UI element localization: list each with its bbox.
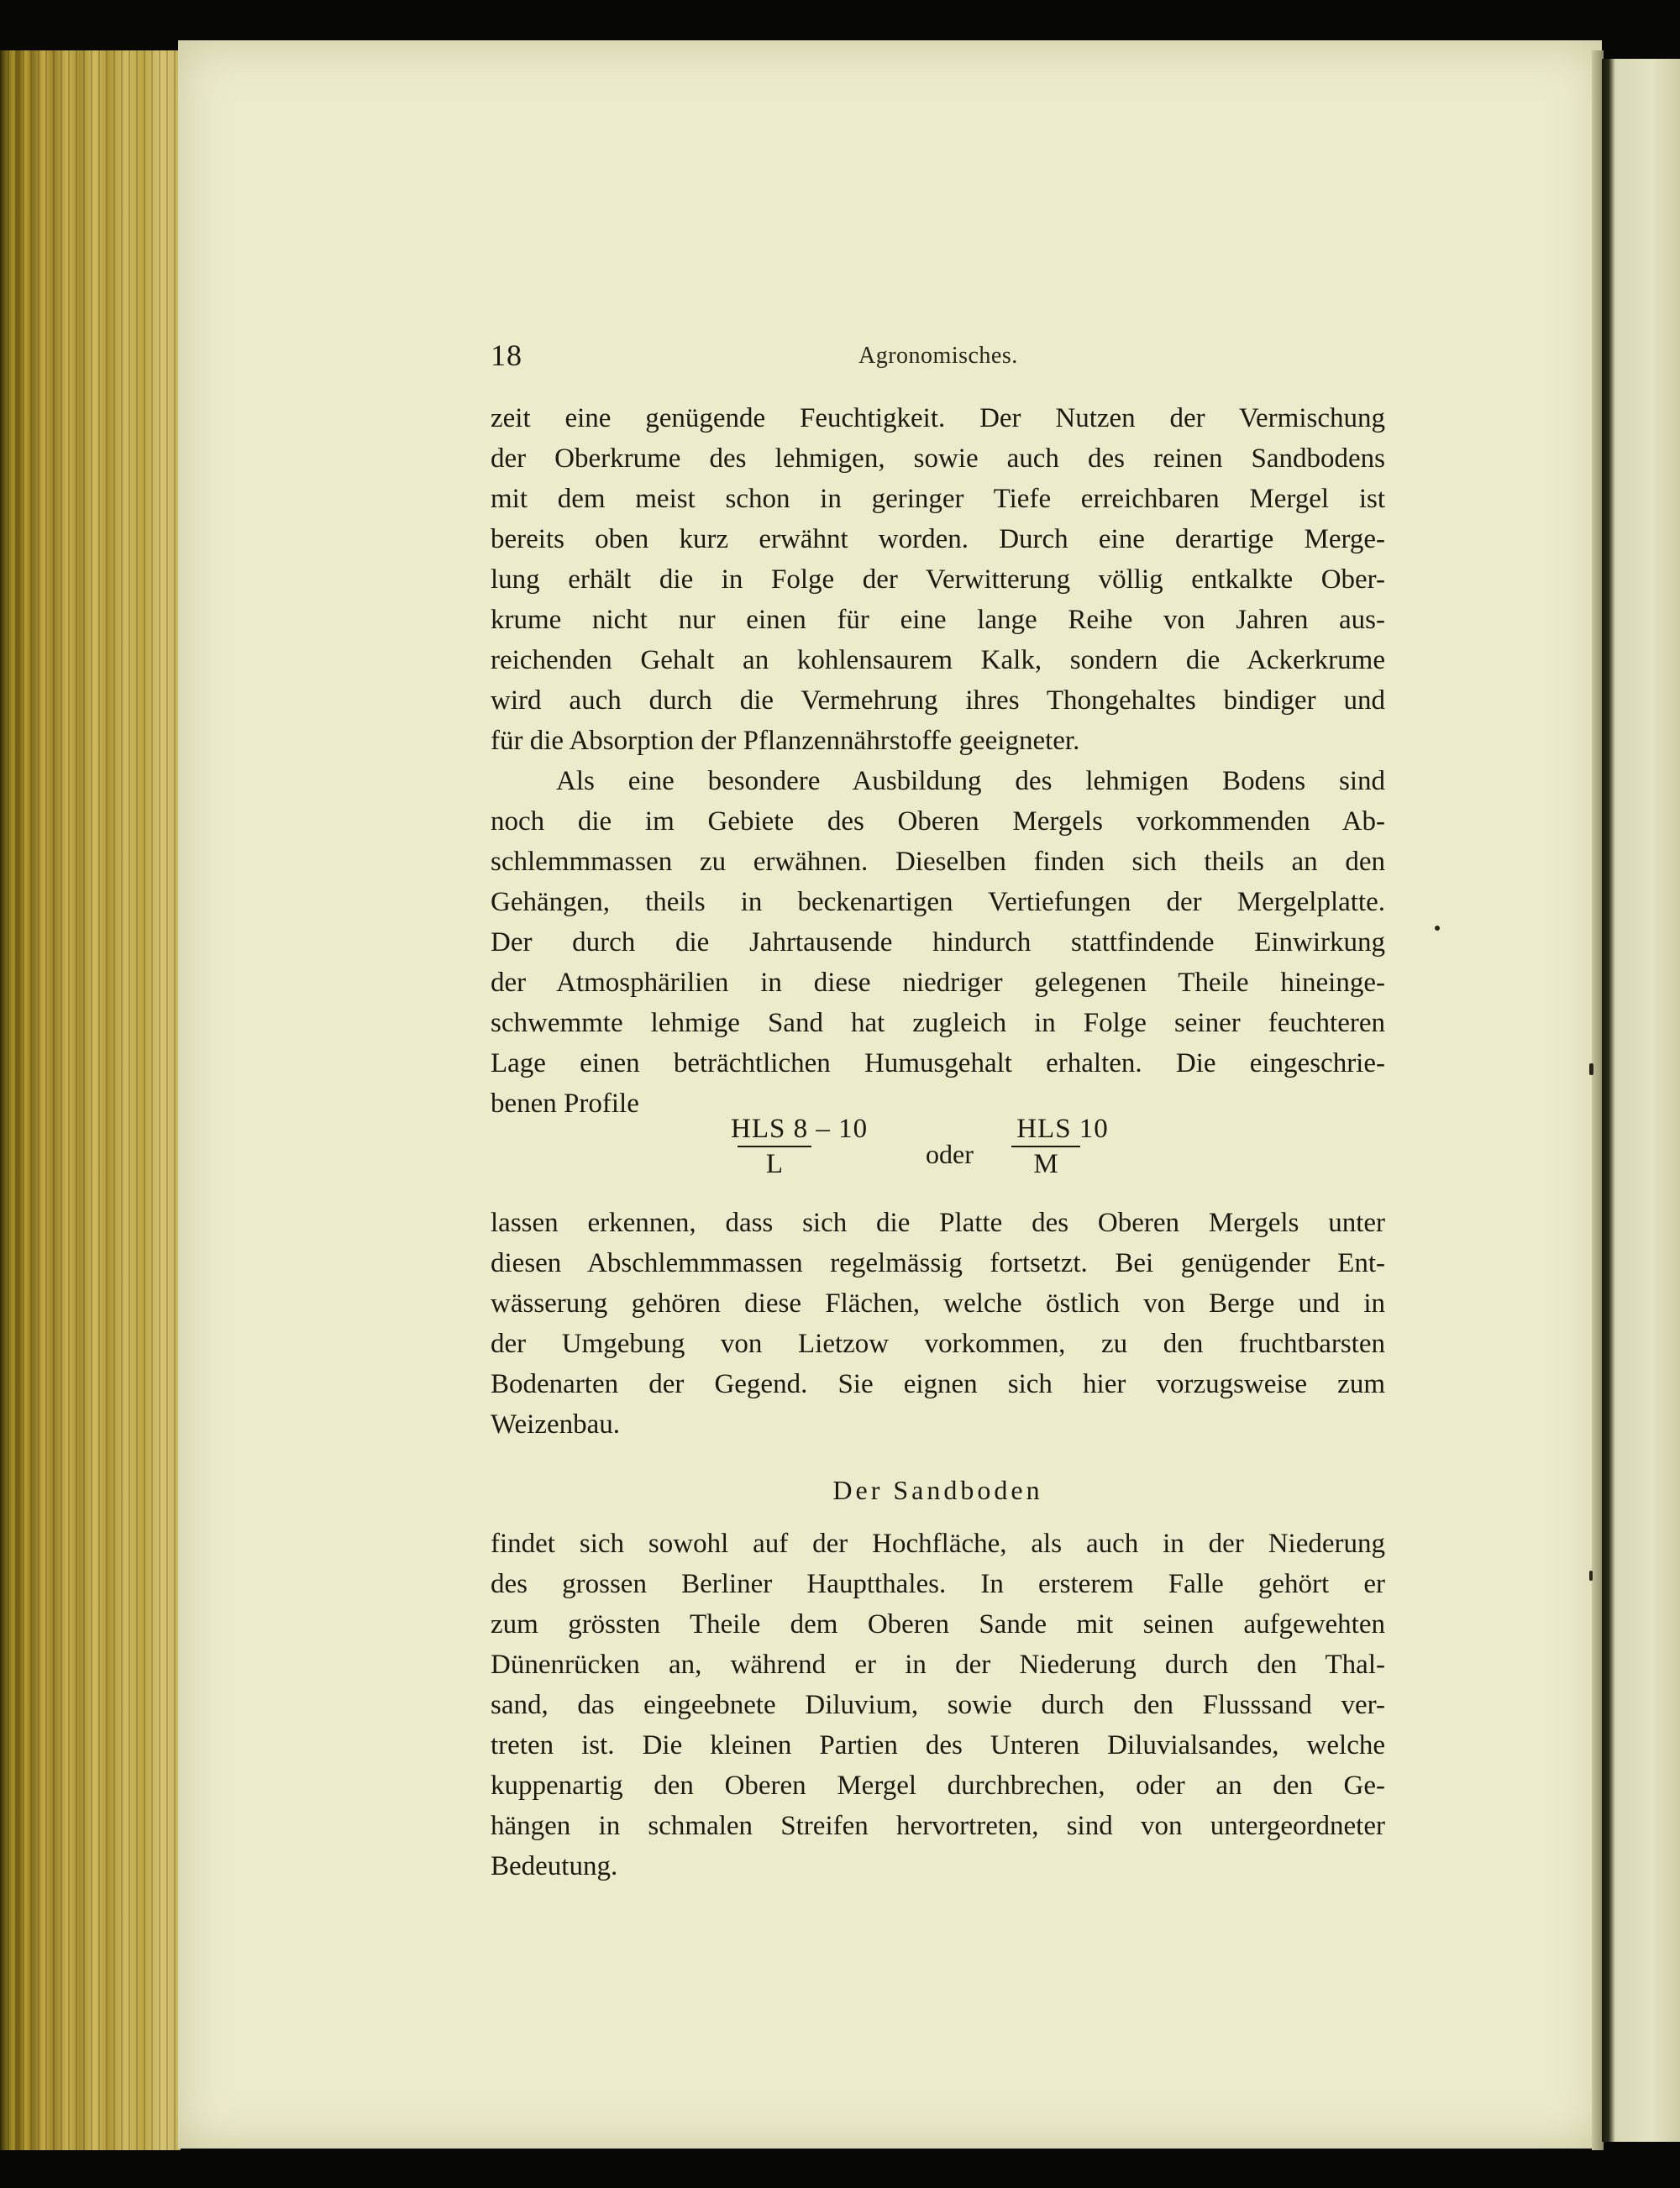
text-line: des grossen Berliner Hauptthales. In ersterem Falle gehört er: [491, 1569, 1385, 1599]
text-line: mit dem meist schon in geringer Tiefe erreichbaren Mergel ist: [491, 484, 1385, 514]
text-line: sand, das eingeebnete Diluvium, sowie durch den Flusssand ver-: [491, 1690, 1385, 1720]
text-line: treten ist. Die kleinen Partien des Unteren Diluvialsandes, welche: [491, 1730, 1385, 1760]
fraction-left: [731, 1114, 869, 1179]
profile-formula: [731, 1114, 1126, 1189]
text-line: lassen erkennen, dass sich die Platte des Oberen Mergels unter: [491, 1208, 1385, 1238]
formula-connector: oder: [926, 1139, 974, 1169]
text-line: Bedeutung.: [491, 1851, 618, 1881]
text-line: noch die im Gebiete des Oberen Mergels vorkommenden Ab-: [491, 806, 1385, 837]
margin-mark: [1589, 1063, 1593, 1075]
fraction-left-numerator: HLS 8 – 10: [731, 1114, 869, 1144]
text-line: reichenden Gehalt an kohlensaurem Kalk, sondern die Ackerkrume: [491, 645, 1385, 675]
page-header: [491, 338, 1037, 380]
text-line: findet sich sowohl auf der Hochfläche, als auch in der Niederung: [491, 1529, 1385, 1559]
running-title: Agronomisches.: [858, 343, 1018, 369]
text-line: der Oberkrume des lehmigen, sowie auch des reinen Sandbodens: [491, 443, 1385, 474]
text-line: schwemmte lehmige Sand hat zugleich in Folge seiner feuchteren: [491, 1008, 1385, 1038]
text-line: schlemmmassen zu erwähnen. Dieselben finden sich theils an den: [491, 847, 1385, 877]
fraction-right-numerator: HLS 10: [1016, 1114, 1109, 1144]
text-line: krume nicht nur einen für eine lange Reihe von Jahren aus-: [491, 605, 1385, 635]
text-line: hängen in schmalen Streifen hervortreten, sind von untergeordneter: [491, 1811, 1385, 1841]
text-line: diesen Abschlemmmassen regelmässig fortsetzt. Bei genügender Ent-: [491, 1248, 1385, 1278]
text-line: kuppenartig den Oberen Mergel durchbrechen, oder an den Ge-: [491, 1771, 1385, 1801]
ink-dot: [1435, 926, 1440, 931]
next-page-edge: [1602, 59, 1680, 2142]
margin-mark: [1589, 1571, 1593, 1581]
text-line: für die Absorption der Pflanzennährstoffe geeigneter.: [491, 726, 1080, 756]
text-line: Als eine besondere Ausbildung des lehmigen Bodens sind: [556, 766, 1385, 796]
text-line: bereits oben kurz erwähnt worden. Durch eine derartige Merge-: [491, 524, 1385, 554]
fraction-left-denominator: L: [765, 1149, 784, 1179]
text-line: wird auch durch die Vermehrung ihres Thongehaltes bindiger und: [491, 685, 1385, 716]
text-line: Bodenarten der Gegend. Sie eignen sich hier vorzugsweise zum: [491, 1369, 1385, 1399]
text-line: wässerung gehören diese Flächen, welche östlich von Berge und in: [491, 1288, 1385, 1319]
book-page-edges: [0, 50, 181, 2150]
text-line: Der durch die Jahrtausende hindurch stattfindende Einwirkung: [491, 927, 1385, 958]
fraction-left-bar: [738, 1146, 811, 1147]
text-line: zeit eine genügende Feuchtigkeit. Der Nutzen der Vermischung: [491, 403, 1385, 433]
text-line: Lage einen beträchtlichen Humusgehalt erhalten. Die eingeschrie-: [491, 1048, 1385, 1078]
text-line: Dünenrücken an, während er in der Niederung durch den Thal-: [491, 1650, 1385, 1680]
text-line: der Atmosphärilien in diese niedriger gelegenen Theile hineinge-: [491, 968, 1385, 998]
text-line: benen Profile: [491, 1089, 639, 1119]
section-heading: Der Sandboden: [832, 1475, 1043, 1505]
text-line: Weizenbau.: [491, 1409, 621, 1440]
fraction-right: [1008, 1114, 1117, 1179]
text-line: Gehängen, theils in beckenartigen Vertiefungen der Mergelplatte.: [491, 887, 1385, 917]
text-line: zum grössten Theile dem Oberen Sande mit seinen aufgewehten: [491, 1609, 1385, 1640]
fraction-right-denominator: M: [1033, 1149, 1058, 1179]
text-line: der Umgebung von Lietzow vorkommen, zu den fruchtbarsten: [491, 1329, 1385, 1359]
fraction-right-bar: [1011, 1146, 1080, 1147]
page-number: 18: [491, 338, 522, 372]
text-line: lung erhält die in Folge der Verwitterung völlig entkalkte Ober-: [491, 564, 1385, 595]
